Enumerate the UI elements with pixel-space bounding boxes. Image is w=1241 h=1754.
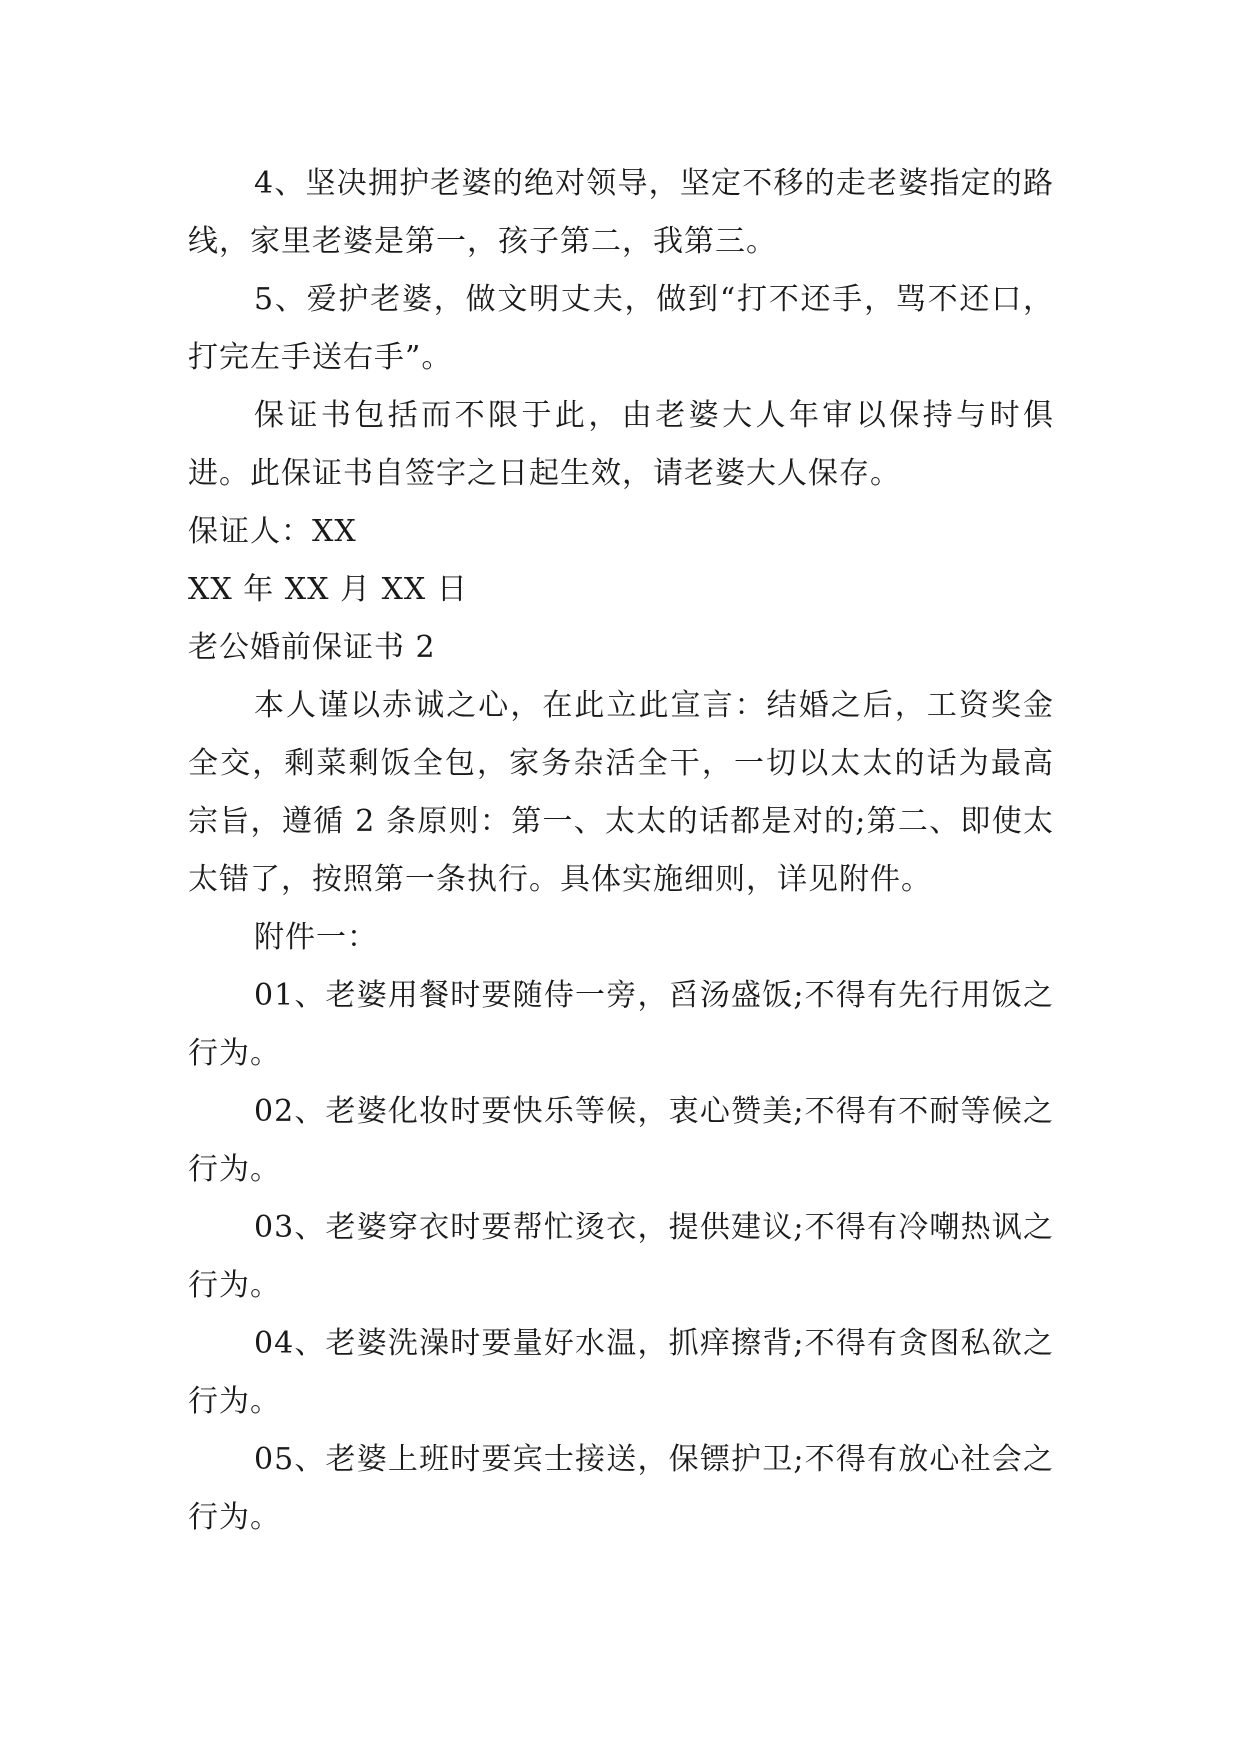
- attachment-item-02: 02、老婆化妆时要快乐等候，衷心赞美;不得有不耐等候之行为。: [188, 1094, 1054, 1187]
- attachment-item-04: 04、老婆洗澡时要量好水温，抓痒擦背;不得有贪图私欲之行为。: [188, 1326, 1054, 1419]
- paragraph-scope: 保证书包括而不限于此，由老婆大人年审以保持与时俱进。此保证书自签字之日起生效，请老婆大人保存。: [188, 398, 1054, 491]
- paragraph-item-4: 4、坚决拥护老婆的绝对领导，坚定不移的走老婆指定的路线，家里老婆是第一，孩子第二，我第三。: [188, 166, 1054, 259]
- section-title: 老公婚前保证书 2: [188, 630, 436, 665]
- guarantor-line: 保证人：XX: [188, 514, 357, 549]
- paragraph-declaration: 本人谨以赤诚之心，在此立此宣言：结婚之后，工资奖金全交，剩菜剩饭全包，家务杂活全干，一切以太太的话为最高宗旨，遵循 2 条原则：第一、太太的话都是对的;第二、即使太太错了，按照第一条执行。具体实施细则，详见附件。: [188, 688, 1054, 897]
- date-line: XX 年 XX 月 XX 日: [188, 572, 468, 607]
- attachment-heading: 附件一：: [254, 920, 378, 955]
- attachment-item-05: 05、老婆上班时要宾士接送，保镖护卫;不得有放心社会之行为。: [188, 1442, 1054, 1535]
- attachment-item-01: 01、老婆用餐时要随侍一旁，舀汤盛饭;不得有先行用饭之行为。: [188, 978, 1054, 1071]
- document-body: [188, 155, 1054, 1547]
- attachment-item-03: 03、老婆穿衣时要帮忙烫衣，提供建议;不得有冷嘲热讽之行为。: [188, 1210, 1054, 1303]
- paragraph-item-5: 5、爱护老婆，做文明丈夫，做到“打不还手，骂不还口，打完左手送右手”。: [188, 282, 1054, 375]
